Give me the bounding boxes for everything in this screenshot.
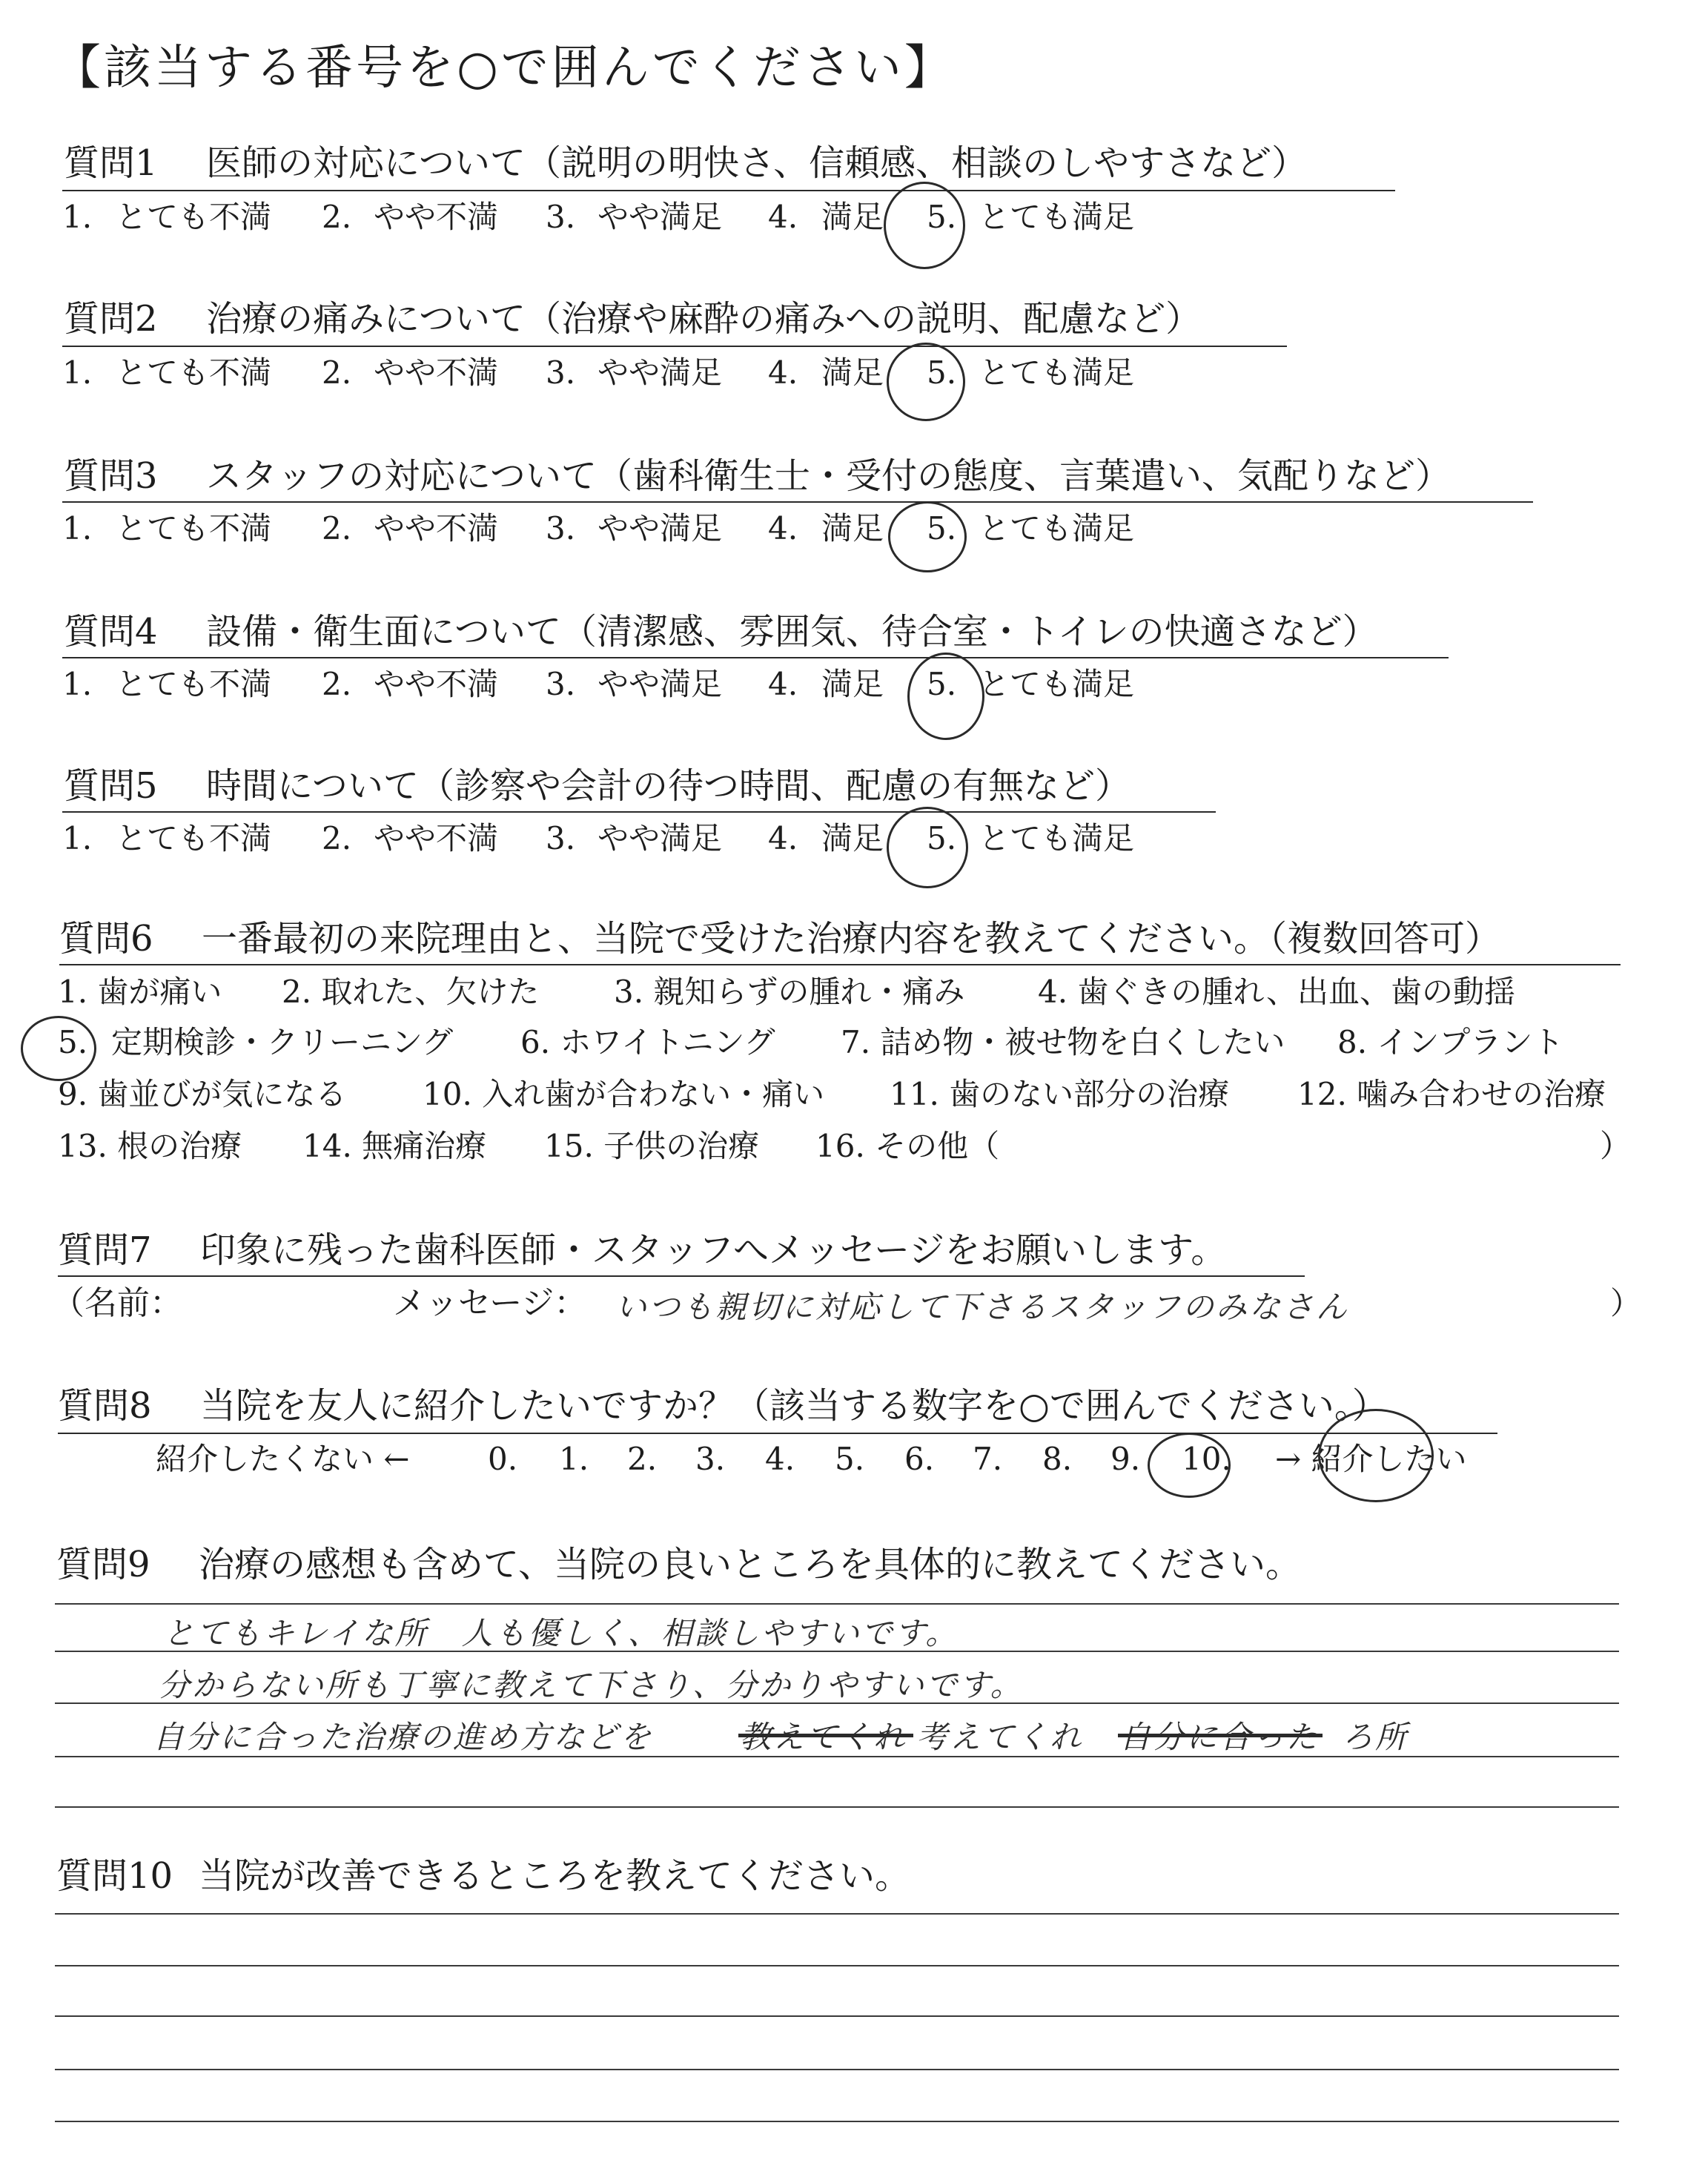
question-4-underline — [62, 657, 1449, 658]
q4-opt-1-label: とても不満 — [116, 666, 272, 702]
q3-opt-5-label: とても満足 — [979, 510, 1135, 546]
q6-opt-5-label: 定期検診・クリーニング — [111, 1024, 454, 1060]
q2-opt-5-num[interactable]: 5. — [927, 354, 957, 391]
q5-opt-4-label: 満足 — [821, 820, 884, 856]
q9-line-5 — [55, 1806, 1619, 1808]
q6-answer-circle — [21, 1016, 96, 1081]
q8-opt-0[interactable]: 0. — [488, 1441, 518, 1477]
q9-answer-line-2: 分からない所も丁寧に教えて下さり、分かりやすいです。 — [159, 1667, 1024, 1703]
q10-line-3 — [55, 2015, 1619, 2017]
q3-answer-circle — [888, 501, 967, 572]
q5-opt-3-num[interactable]: 3. — [546, 820, 576, 856]
q6-opt-10[interactable]: 10. 入れ歯が合わない・痛い — [423, 1076, 825, 1112]
question-8-number: 質問8 — [58, 1385, 152, 1427]
question-7-underline — [58, 1275, 1305, 1277]
q8-opt-2[interactable]: 2. — [627, 1441, 658, 1477]
q1-opt-1-num[interactable]: 1. — [62, 199, 93, 235]
q1-opt-5-num[interactable]: 5. — [927, 199, 957, 235]
q3-opt-4-label: 満足 — [821, 510, 884, 546]
q3-opt-4-num[interactable]: 4. — [768, 510, 798, 546]
q9-line-1 — [55, 1603, 1619, 1605]
q6-opt-6[interactable]: 6. ホワイトニング — [520, 1024, 775, 1060]
q6-opt-12[interactable]: 12. 噛み合わせの治療 — [1297, 1076, 1606, 1112]
question-5 — [64, 764, 1131, 808]
q8-right-label: → 紹介したい — [1275, 1441, 1467, 1477]
question-10 — [56, 1854, 910, 1898]
q7-message-handwritten: いつも親切に対応して下さるスタッフのみなさん — [615, 1289, 1350, 1325]
question-4-number: 質問4 — [64, 611, 158, 653]
question-1-number: 質問1 — [64, 142, 158, 184]
question-1 — [64, 141, 1307, 185]
q8-label-circle — [1318, 1409, 1434, 1502]
q1-opt-3-label: やや満足 — [598, 199, 723, 235]
q9-answer-line-3-part-3: ろ所 — [1342, 1719, 1409, 1755]
q5-opt-3-label: やや満足 — [598, 820, 723, 856]
q4-opt-1-num[interactable]: 1. — [62, 666, 93, 702]
question-3-underline — [62, 501, 1533, 503]
q8-opt-8[interactable]: 8. — [1042, 1441, 1073, 1477]
question-7-number: 質問7 — [58, 1229, 152, 1271]
q9-strikethrough-1 — [738, 1734, 913, 1737]
q6-opt-8[interactable]: 8. インプラント — [1337, 1024, 1564, 1060]
q10-line-4 — [55, 2069, 1619, 2070]
question-1-text: 医師の対応について（説明の明快さ、信頼感、相談のしやすさなど） — [206, 142, 1308, 184]
q9-strikethrough-2 — [1118, 1734, 1323, 1737]
question-9-number: 質問9 — [56, 1544, 150, 1585]
question-2-text: 治療の痛みについて（治療や麻酔の痛みへの説明、配慮など） — [206, 298, 1202, 340]
question-9 — [56, 1542, 1301, 1587]
question-6 — [59, 916, 1500, 961]
question-4-text: 設備・衛生面について（清潔感、雰囲気、待合室・トイレの快適さなど） — [206, 611, 1378, 653]
q3-opt-1-label: とても不満 — [116, 510, 272, 546]
q1-opt-2-label: やや不満 — [374, 199, 499, 235]
q8-opt-4[interactable]: 4. — [765, 1441, 795, 1477]
q5-opt-4-num[interactable]: 4. — [768, 820, 798, 856]
question-4-options — [62, 664, 1323, 705]
q1-opt-2-num[interactable]: 2. — [322, 199, 352, 235]
q8-opt-7[interactable]: 7. — [973, 1441, 1003, 1477]
q9-answer-line-3-part-2: 考えてくれ — [916, 1719, 1084, 1755]
q6-opt-5-num[interactable]: 5. — [58, 1024, 88, 1060]
q1-opt-5-label: とても満足 — [979, 199, 1135, 235]
question-10-number: 質問10 — [56, 1855, 173, 1897]
q6-opt-3[interactable]: 3. 親知らずの腫れ・痛み — [614, 974, 965, 1010]
q1-opt-4-label: 満足 — [821, 199, 884, 235]
q6-opt-13[interactable]: 13. 根の治療 — [58, 1128, 242, 1164]
q6-opt-4[interactable]: 4. 歯ぐきの腫れ、出血、歯の動揺 — [1038, 974, 1515, 1010]
question-6-text: 一番最初の来院理由と、当院で受けた治療内容を教えてください。（複数回答可） — [202, 918, 1501, 960]
q2-opt-4-num[interactable]: 4. — [768, 354, 798, 391]
question-2-number: 質問2 — [64, 298, 158, 340]
question-3-text: スタッフの対応について（歯科衛生士・受付の態度、言葉遣い、気配りなど） — [206, 455, 1452, 497]
page-title: 【該当する番号を○で囲んでください】 — [53, 41, 955, 96]
question-5-underline — [62, 811, 1216, 813]
question-8 — [58, 1384, 1388, 1428]
q2-opt-5-label: とても満足 — [979, 354, 1135, 391]
q7-close-paren: ） — [1610, 1285, 1642, 1321]
q6-opt-14[interactable]: 14. 無痛治療 — [302, 1128, 487, 1164]
q5-opt-1-label: とても不満 — [116, 820, 272, 856]
question-2-underline — [62, 346, 1287, 347]
q3-opt-1-num[interactable]: 1. — [62, 510, 93, 546]
q8-left-label: 紹介したくない ← — [156, 1441, 410, 1477]
q5-opt-2-num[interactable]: 2. — [322, 820, 352, 856]
q3-opt-3-label: やや満足 — [598, 510, 723, 546]
q9-answer-line-1: とてもキレイな所 人も優しく、相談しやすいです。 — [163, 1615, 959, 1651]
q4-opt-5-label: とても満足 — [979, 666, 1135, 702]
q10-line-5 — [55, 2121, 1619, 2122]
question-7 — [58, 1228, 1226, 1272]
question-4 — [64, 610, 1378, 654]
q2-opt-2-num[interactable]: 2. — [322, 354, 352, 391]
q7-name-label: （名前： — [52, 1284, 182, 1322]
question-10-text: 当院が改善できるところを教えてください。 — [199, 1855, 911, 1897]
q1-answer-circle — [884, 182, 965, 269]
question-1-options — [62, 196, 1323, 238]
q4-opt-4-num[interactable]: 4. — [768, 666, 798, 702]
question-3-number: 質問3 — [64, 455, 158, 497]
q9-answer-line-3-struck-2: 自分に合った — [1119, 1719, 1320, 1755]
question-9-text: 治療の感想も含めて、当院の良いところを具体的に教えてください。 — [199, 1544, 1302, 1585]
q5-opt-1-num[interactable]: 1. — [62, 820, 93, 856]
q2-opt-1-label: とても不満 — [116, 354, 272, 391]
q4-opt-5-num[interactable]: 5. — [927, 666, 957, 702]
question-5-text: 時間について（診察や会計の待つ時間、配慮の有無など） — [206, 765, 1131, 807]
question-6-number: 質問6 — [59, 918, 153, 960]
q9-answer-line-3-struck-1: 教えてくれ — [740, 1719, 907, 1755]
q2-opt-1-num[interactable]: 1. — [62, 354, 93, 391]
q1-opt-4-num[interactable]: 4. — [768, 199, 798, 235]
q8-answer-circle — [1148, 1433, 1231, 1498]
question-2 — [64, 297, 1201, 341]
q6-opt-11[interactable]: 11. 歯のない部分の治療 — [890, 1076, 1230, 1112]
q9-answer-line-3-part-1: 自分に合った治療の進め方などを — [153, 1719, 654, 1755]
q4-opt-4-label: 満足 — [821, 666, 884, 702]
q10-line-1 — [55, 1913, 1619, 1915]
q4-answer-circle — [907, 653, 984, 740]
question-5-number: 質問5 — [64, 765, 158, 807]
q5-opt-5-num[interactable]: 5. — [927, 820, 957, 856]
question-5-options — [62, 818, 1323, 859]
q8-opt-3[interactable]: 3. — [695, 1441, 726, 1477]
q8-opt-5[interactable]: 5. — [835, 1441, 865, 1477]
q10-line-2 — [55, 1965, 1619, 1966]
question-6-underline — [59, 964, 1621, 965]
q3-opt-3-num[interactable]: 3. — [546, 510, 576, 546]
q2-answer-circle — [887, 343, 965, 421]
question-6-options — [58, 971, 1632, 1194]
q4-opt-2-label: やや不満 — [374, 666, 499, 702]
q6-opt-7[interactable]: 7. 詰め物・被せ物を白くしたい — [841, 1024, 1285, 1060]
q8-opt-10[interactable]: 10. — [1182, 1441, 1231, 1477]
q4-opt-3-label: やや満足 — [598, 666, 723, 702]
q8-opt-9[interactable]: 9. — [1110, 1441, 1141, 1477]
q2-opt-3-num[interactable]: 3. — [546, 354, 576, 391]
q4-opt-2-num[interactable]: 2. — [322, 666, 352, 702]
q3-opt-2-num[interactable]: 2. — [322, 510, 352, 546]
q6-opt-15[interactable]: 15. 子供の治療 — [544, 1128, 760, 1164]
question-8-underline — [58, 1433, 1497, 1434]
q6-opt-1[interactable]: 1. 歯が痛い — [58, 974, 222, 1010]
q3-opt-2-label: やや不満 — [374, 510, 499, 546]
question-3 — [64, 454, 1451, 498]
question-1-underline — [62, 190, 1395, 191]
q2-opt-2-label: やや不満 — [374, 354, 499, 391]
q5-opt-2-label: やや不満 — [374, 820, 499, 856]
q6-opt-9[interactable]: 9. 歯並びが気になる — [58, 1076, 347, 1112]
q8-opt-6[interactable]: 6. — [904, 1441, 935, 1477]
q1-opt-1-label: とても不満 — [116, 199, 272, 235]
q4-opt-3-num[interactable]: 3. — [546, 666, 576, 702]
question-7-text: 印象に残った歯科医師・スタッフへメッセージをお願いします。 — [200, 1229, 1227, 1271]
q6-opt-2[interactable]: 2. 取れた、欠けた — [282, 974, 540, 1010]
question-2-options — [62, 352, 1323, 394]
q1-opt-3-num[interactable]: 3. — [546, 199, 576, 235]
question-3-options — [62, 508, 1323, 549]
q2-opt-4-label: 満足 — [821, 354, 884, 391]
q7-message-label: メッセージ： — [393, 1284, 587, 1322]
q8-opt-1[interactable]: 1. — [559, 1441, 589, 1477]
q5-opt-5-label: とても満足 — [979, 820, 1135, 856]
q5-answer-circle — [887, 807, 968, 888]
q6-opt-16-close: ） — [1600, 1128, 1632, 1164]
q3-opt-5-num[interactable]: 5. — [927, 510, 957, 546]
question-8-text: 当院を友人に紹介したいですか？（該当する数字を○で囲んでください。） — [200, 1385, 1388, 1427]
q6-opt-16[interactable]: 16. その他（ — [815, 1128, 1000, 1164]
q2-opt-3-label: やや満足 — [598, 354, 723, 391]
